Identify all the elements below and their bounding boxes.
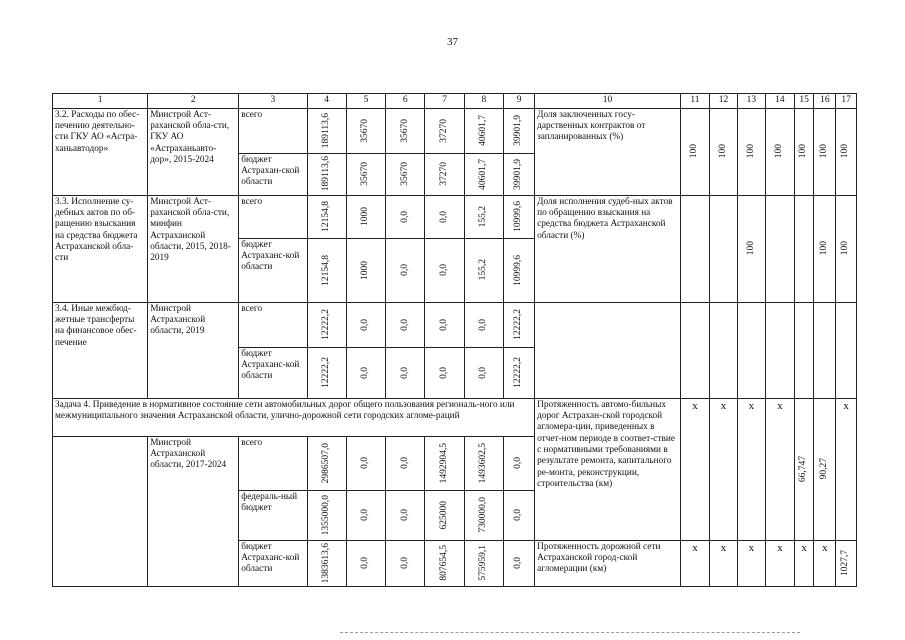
- target-cell: [836, 302, 857, 398]
- target-cell: 90,27: [814, 398, 836, 540]
- amount-cell: 40601,7: [464, 153, 503, 195]
- source-cell: всего: [239, 195, 307, 238]
- amount-cell: 0,0: [504, 490, 535, 540]
- amount-cell: 37270: [425, 153, 464, 195]
- target-cell: [814, 302, 836, 398]
- amount-cell: 0,0: [425, 238, 464, 302]
- target-cell: х: [681, 398, 710, 540]
- header-cell: 3: [239, 94, 307, 109]
- amount-cell: 12222,2: [504, 347, 535, 398]
- source-cell: бюджет Астрахан-ской области: [239, 153, 307, 195]
- scan-artifact-line: [340, 632, 800, 635]
- amount-cell: 575959,1: [464, 540, 503, 586]
- header-cell: 9: [504, 94, 535, 109]
- amount-cell: 1492904,5: [425, 436, 464, 490]
- amount-cell: 1493602,5: [464, 436, 503, 490]
- target-cell: [709, 302, 737, 398]
- header-cell: 15: [794, 94, 814, 109]
- target-cell: х: [681, 540, 710, 586]
- header-row: [53, 94, 857, 109]
- amount-cell: 0,0: [425, 195, 464, 238]
- amount-cell: 12154,8: [307, 238, 346, 302]
- header-cell: 5: [346, 94, 385, 109]
- amount-cell: 0,0: [346, 347, 385, 398]
- amount-cell: 39901,9: [504, 108, 535, 153]
- target-cell: х: [794, 540, 814, 586]
- amount-cell: 0,0: [346, 302, 385, 347]
- page-number: 37: [447, 36, 458, 48]
- header-cell: 4: [307, 94, 346, 109]
- source-cell: всего: [239, 436, 307, 490]
- amount-cell: 35670: [346, 153, 385, 195]
- target-cell: [765, 195, 794, 302]
- target-cell: [681, 302, 710, 398]
- amount-cell: 0,0: [346, 490, 385, 540]
- header-cell: 12: [709, 94, 737, 109]
- target-cell: х: [737, 540, 765, 586]
- header-cell: 16: [814, 94, 836, 109]
- header-cell: 6: [386, 94, 425, 109]
- target-cell: 100: [814, 108, 836, 195]
- target-cell: 100: [814, 195, 836, 302]
- amount-cell: 189113,6: [307, 153, 346, 195]
- program-table: [52, 93, 857, 587]
- target-cell: х: [836, 398, 857, 540]
- amount-cell: 35670: [386, 108, 425, 153]
- amount-cell: 12222,2: [307, 347, 346, 398]
- target-cell: 100: [737, 195, 765, 302]
- amount-cell: 39901,9: [504, 153, 535, 195]
- target-cell: х: [814, 540, 836, 586]
- amount-cell: 35670: [346, 108, 385, 153]
- indicator-cell: Доля заключенных госу-дарственных контрактов от запланированных (%): [535, 108, 681, 195]
- target-cell: [681, 195, 710, 302]
- indicator-cell: Протяженность автомо-бильных дорог Астрахан-ской городской агломера-ции, приведенных в отчет-ном периоде в соответ-ствие с нормативными требованиями в результате ремонта, капитального ре-монта, реконструкции, строительства (км): [535, 398, 681, 540]
- target-cell: 100: [836, 195, 857, 302]
- amount-cell: 0,0: [346, 436, 385, 490]
- target-cell: х: [765, 398, 794, 540]
- executor-cell: Минстрой Аст-раханской обла-сти, минфин Астраханской области, 2015, 2018-2019: [148, 195, 239, 302]
- target-cell: 100: [737, 108, 765, 195]
- table-row: [53, 195, 857, 238]
- target-cell: 100: [709, 108, 737, 195]
- amount-cell: 807654,5: [425, 540, 464, 586]
- amount-cell: 730000,0: [464, 490, 503, 540]
- table-row: [53, 302, 857, 347]
- amount-cell: 0,0: [425, 302, 464, 347]
- target-cell: [737, 302, 765, 398]
- task-title: Задача 4. Приведение в нормативное состояние сети автомобильных дорог общего пользования региональ-ного или межмуниципального значения Астраханской области, улично-дорожной сети городских агломе-раций: [53, 398, 535, 436]
- amount-cell: 0,0: [464, 302, 503, 347]
- target-cell: 100: [765, 108, 794, 195]
- amount-cell: 0,0: [386, 540, 425, 586]
- target-cell: х: [709, 540, 737, 586]
- target-cell: х: [709, 398, 737, 540]
- amount-cell: 0,0: [425, 347, 464, 398]
- amount-cell: 2986507,0: [307, 436, 346, 490]
- amount-cell: 1000: [346, 238, 385, 302]
- activity-name: 3.4. Иные межбюд-жетные трансферты на финансовое обес-печение: [53, 302, 148, 398]
- table-row: [53, 108, 857, 153]
- amount-cell: 0,0: [464, 347, 503, 398]
- amount-cell: 0,0: [386, 238, 425, 302]
- header-cell: 11: [681, 94, 710, 109]
- indicator-cell: Протяженность дорожной сети Астраханской город-ской агломерации (км): [535, 540, 681, 586]
- amount-cell: 1355000,0: [307, 490, 346, 540]
- target-cell: х: [737, 398, 765, 540]
- header-cell: 14: [765, 94, 794, 109]
- target-cell: [794, 302, 814, 398]
- header-cell: 17: [836, 94, 857, 109]
- target-cell: [709, 195, 737, 302]
- activity-name: 3.2. Расходы по обес-печению деятельно-сти ГКУ АО «Астра-ханьавтодор»: [53, 108, 148, 195]
- amount-cell: 40601,7: [464, 108, 503, 153]
- header-cell: 10: [535, 94, 681, 109]
- source-cell: федераль-ный бюджет: [239, 490, 307, 540]
- target-cell: 1027,7: [836, 540, 857, 586]
- table-row: [53, 398, 857, 436]
- header-cell: 1: [53, 94, 148, 109]
- amount-cell: 155,2: [464, 238, 503, 302]
- header-cell: 8: [464, 94, 503, 109]
- amount-cell: 0,0: [386, 347, 425, 398]
- empty-cell: [53, 436, 148, 586]
- amount-cell: 10999,6: [504, 195, 535, 238]
- amount-cell: 0,0: [504, 436, 535, 490]
- target-cell: 100: [681, 108, 710, 195]
- amount-cell: 10999,6: [504, 238, 535, 302]
- amount-cell: 35670: [386, 153, 425, 195]
- amount-cell: 12222,2: [504, 302, 535, 347]
- header-cell: 7: [425, 94, 464, 109]
- source-cell: всего: [239, 302, 307, 347]
- amount-cell: 155,2: [464, 195, 503, 238]
- source-cell: бюджет Астраханс-кой области: [239, 238, 307, 302]
- amount-cell: 0,0: [386, 302, 425, 347]
- target-cell: 66,747: [794, 398, 814, 540]
- source-cell: всего: [239, 108, 307, 153]
- indicator-cell: Доля исполнения судеб-ных актов по обращению взыскания на средства бюджета Астраханской области (%): [535, 195, 681, 302]
- target-cell: [794, 195, 814, 302]
- amount-cell: 12154,8: [307, 195, 346, 238]
- amount-cell: 1000: [346, 195, 385, 238]
- header-cell: 13: [737, 94, 765, 109]
- executor-cell: Минстрой Аст-раханской обла-сти, ГКУ АО «Астраханьавто-дор», 2015-2024: [148, 108, 239, 195]
- header-cell: 2: [148, 94, 239, 109]
- amount-cell: 0,0: [346, 540, 385, 586]
- executor-cell: Минстрой Астраханской области, 2019: [148, 302, 239, 398]
- amount-cell: 1383613,6: [307, 540, 346, 586]
- target-cell: 100: [836, 108, 857, 195]
- amount-cell: 0,0: [386, 195, 425, 238]
- amount-cell: 0,0: [504, 540, 535, 586]
- amount-cell: 12222,2: [307, 302, 346, 347]
- amount-cell: 625000: [425, 490, 464, 540]
- target-cell: 100: [794, 108, 814, 195]
- target-cell: х: [765, 540, 794, 586]
- source-cell: бюджет Астраханс-кой области: [239, 540, 307, 586]
- executor-cell: Минстрой Астраханской области, 2017-2024: [148, 436, 239, 586]
- target-cell: [765, 302, 794, 398]
- amount-cell: 0,0: [386, 436, 425, 490]
- amount-cell: 189113,6: [307, 108, 346, 153]
- amount-cell: 0,0: [386, 490, 425, 540]
- activity-name: 3.3. Исполнение су-дебных актов по об-ращению взыскания на средства бюджета Астраханской обла-сти: [53, 195, 148, 302]
- source-cell: бюджет Астраханс-кой области: [239, 347, 307, 398]
- amount-cell: 37270: [425, 108, 464, 153]
- indicator-cell: [535, 302, 681, 398]
